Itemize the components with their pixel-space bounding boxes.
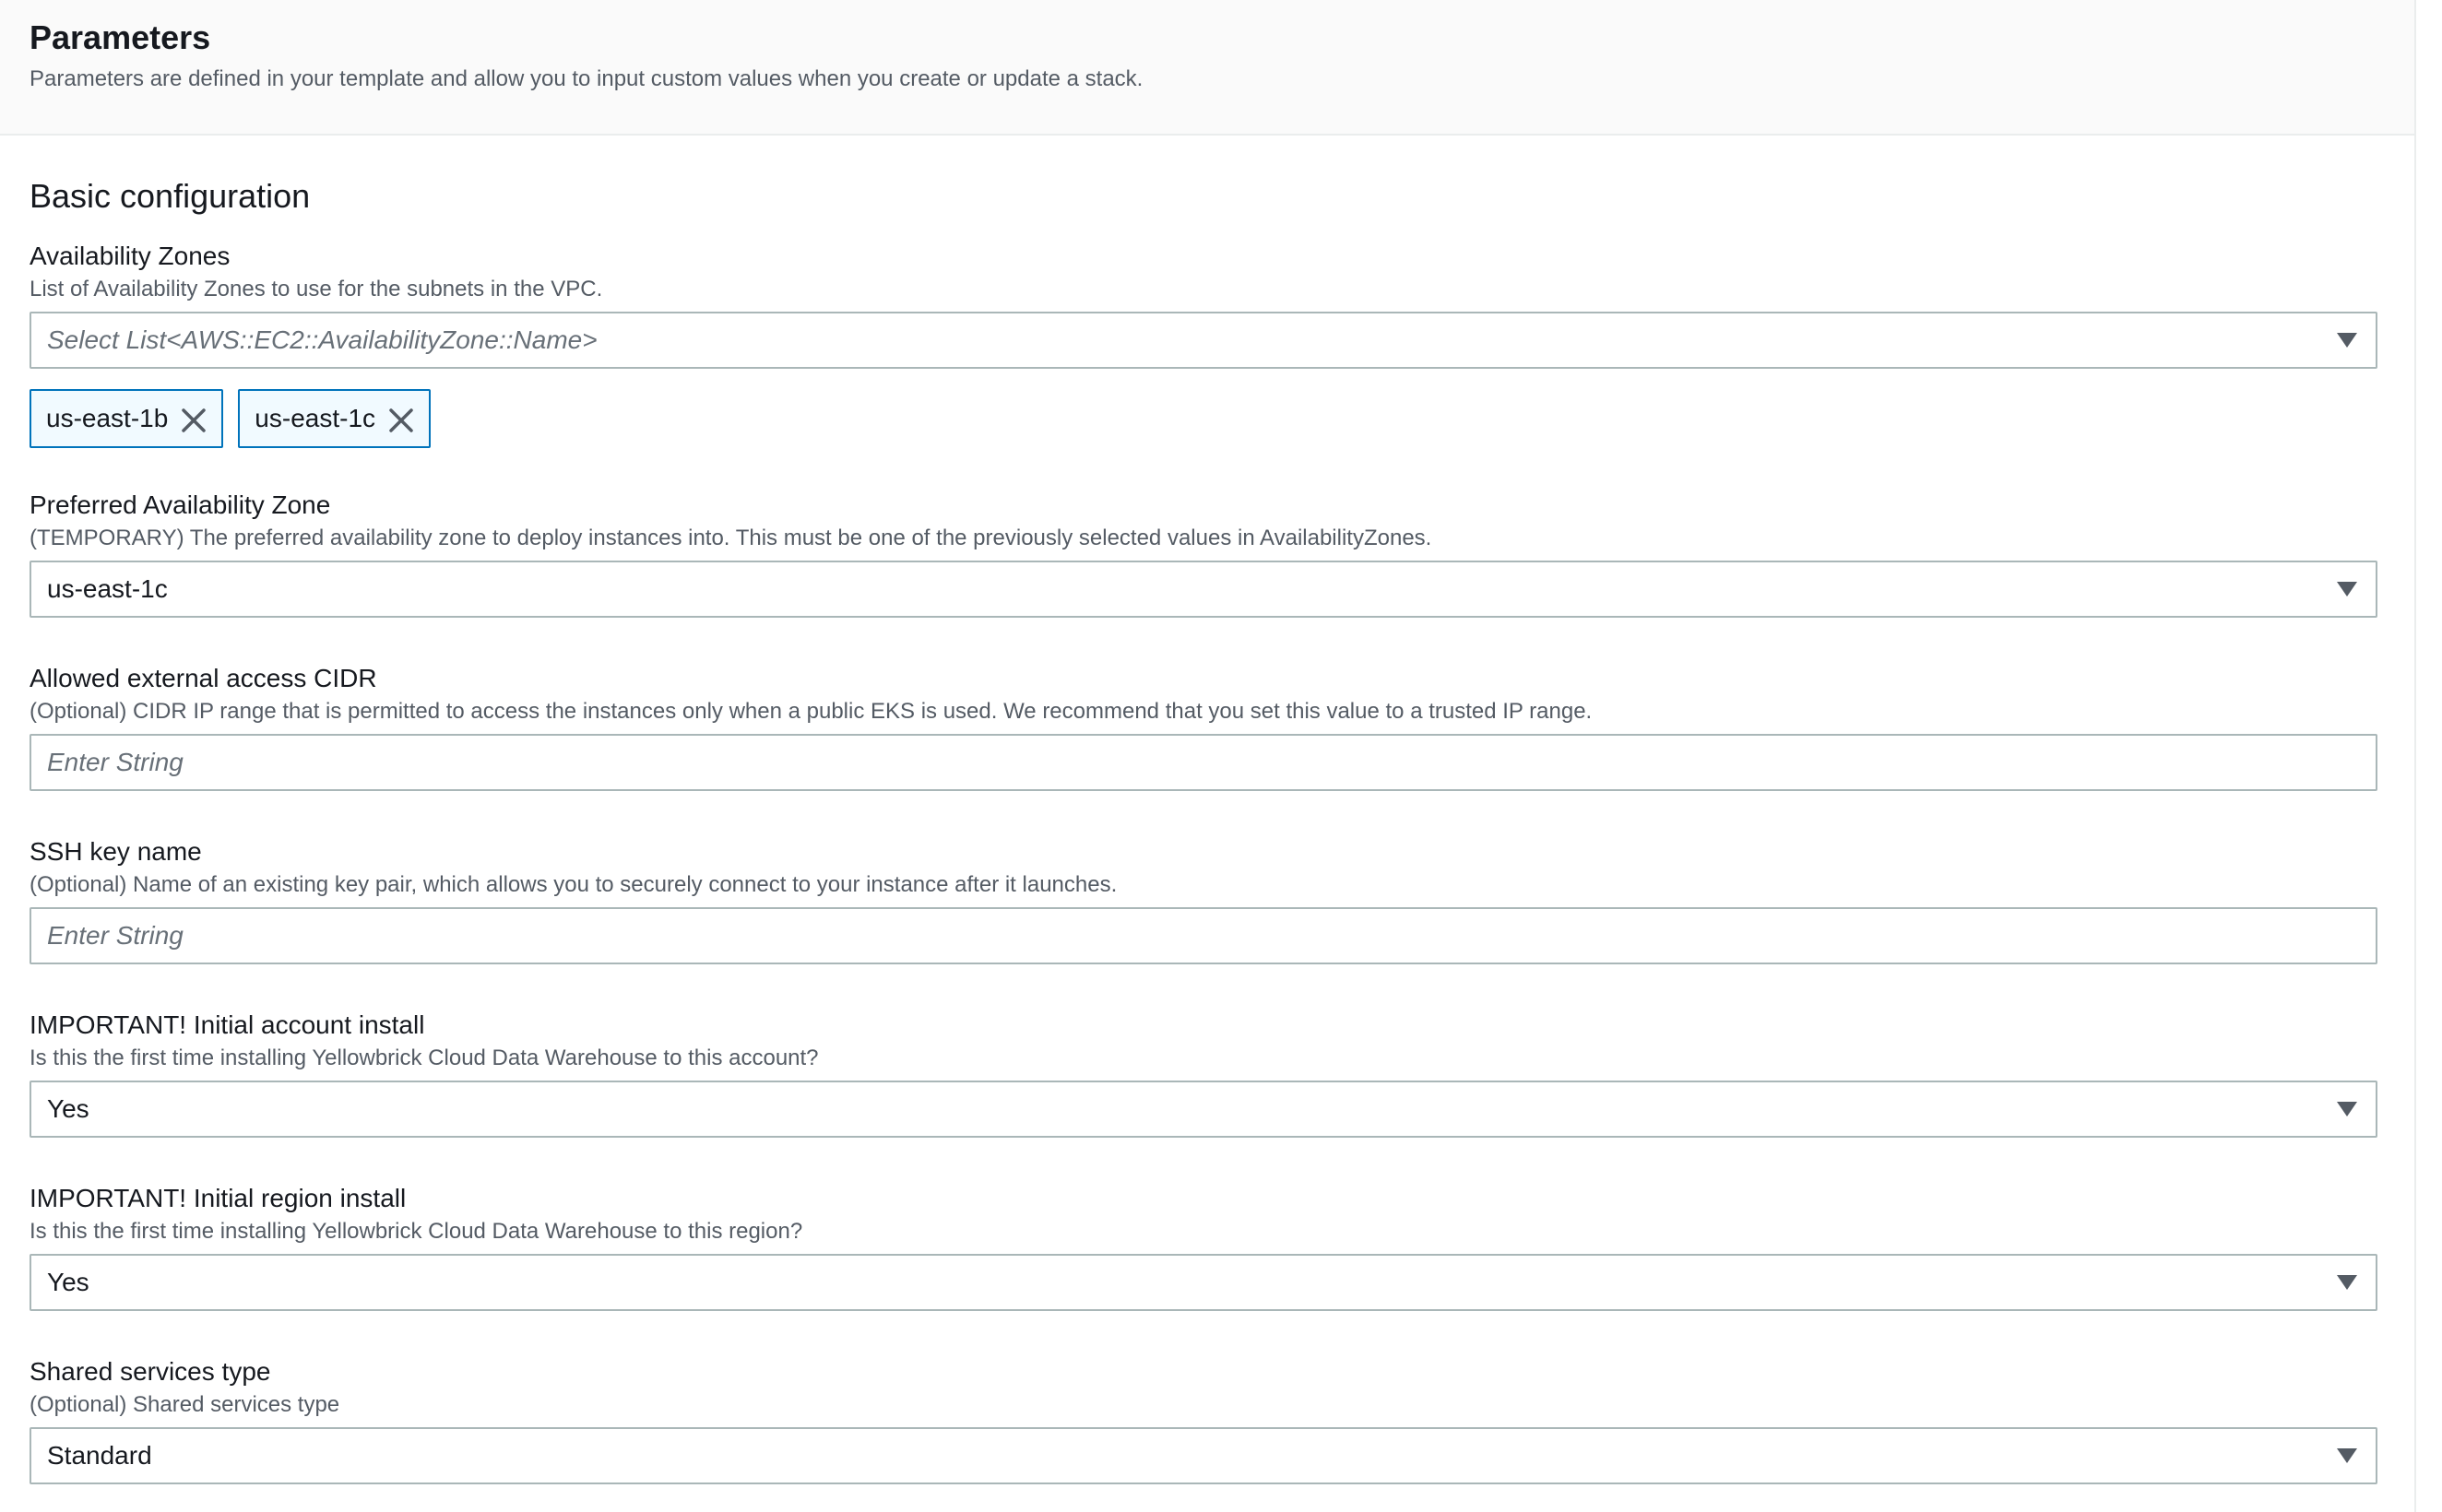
- selected-zone-tokens: [30, 389, 431, 448]
- ssh-key-input[interactable]: [30, 907, 2377, 964]
- caret-down-icon: [2337, 1275, 2357, 1290]
- access-cidr-input[interactable]: [30, 734, 2377, 791]
- field-label: IMPORTANT! Initial region install: [30, 1184, 407, 1212]
- token-us-east-1c: [238, 389, 431, 448]
- close-icon[interactable]: [181, 408, 207, 433]
- region-install-field: [30, 1182, 2377, 1311]
- region-install-select[interactable]: [30, 1254, 2377, 1311]
- field-description: List of Availability Zones to use for the subnets in the VPC.: [30, 277, 603, 301]
- select-value: Yes: [47, 1268, 89, 1296]
- token-label: us-east-1b: [46, 404, 169, 432]
- caret-down-icon: [2337, 1102, 2357, 1116]
- shared-services-field: [30, 1355, 2377, 1484]
- panel-divider: [2414, 0, 2416, 1512]
- close-icon[interactable]: [388, 408, 414, 433]
- caret-down-icon: [2337, 1448, 2357, 1463]
- page-description: Parameters are defined in your template and allow you to input custom values when you create or update a stack.: [30, 66, 1144, 91]
- field-label: SSH key name: [30, 837, 202, 866]
- caret-down-icon: [2337, 333, 2357, 348]
- panel-header: [0, 0, 2414, 136]
- input-placeholder: Enter String: [47, 921, 184, 950]
- availability-zones-field: [30, 240, 2377, 369]
- token-label: us-east-1c: [255, 404, 376, 432]
- section-title: Basic configuration: [30, 177, 311, 215]
- token-us-east-1b: [30, 389, 223, 448]
- input-placeholder: Enter String: [47, 748, 184, 776]
- field-label: IMPORTANT! Initial account install: [30, 1010, 425, 1039]
- access-cidr-field: [30, 662, 2377, 791]
- account-install-select[interactable]: [30, 1081, 2377, 1138]
- field-label: Shared services type: [30, 1357, 271, 1386]
- preferred-zone-select[interactable]: [30, 561, 2377, 618]
- field-description: (TEMPORARY) The preferred availability zone to deploy instances into. This must be one of the previously selected values in AvailabilityZones.: [30, 526, 1432, 550]
- field-description: (Optional) CIDR IP range that is permitted to access the instances only when a public EKS is used. We recommend that you set this value to a trusted IP range.: [30, 699, 1593, 724]
- field-label: Availability Zones: [30, 242, 231, 270]
- field-label: Allowed external access CIDR: [30, 664, 377, 692]
- select-value: Standard: [47, 1441, 152, 1470]
- account-install-field: [30, 1009, 2377, 1138]
- select-value: us-east-1c: [47, 574, 168, 603]
- preferred-zone-field: [30, 489, 2377, 618]
- field-description: Is this the first time installing Yellowbrick Cloud Data Warehouse to this account?: [30, 1045, 819, 1070]
- select-value: Yes: [47, 1094, 89, 1123]
- page-title: Parameters: [30, 18, 211, 56]
- shared-services-select[interactable]: [30, 1427, 2377, 1484]
- field-description: (Optional) Shared services type: [30, 1392, 340, 1417]
- field-label: Preferred Availability Zone: [30, 490, 331, 519]
- field-description: Is this the first time installing Yellowbrick Cloud Data Warehouse to this region?: [30, 1219, 803, 1244]
- multiselect-placeholder: Select List<AWS::EC2::AvailabilityZone::Name>: [47, 325, 598, 354]
- caret-down-icon: [2337, 582, 2357, 597]
- availability-zones-multiselect[interactable]: [30, 312, 2377, 369]
- ssh-key-field: [30, 835, 2377, 964]
- field-description: (Optional) Name of an existing key pair, which allows you to securely connect to your instance after it launches.: [30, 872, 1118, 897]
